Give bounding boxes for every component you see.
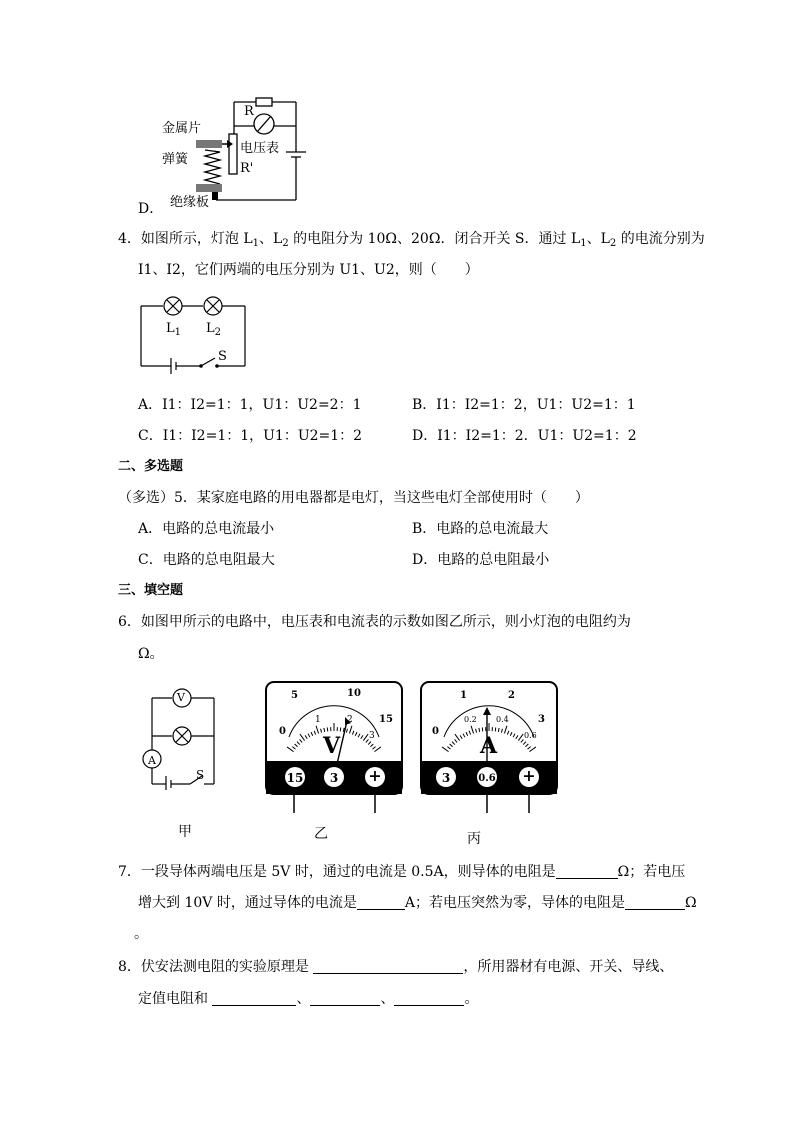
caption-yi: 乙 [314, 826, 328, 842]
voltmeter-leads [286, 795, 386, 815]
jia-ammeter-symbol: A [148, 754, 156, 767]
scale-tick [340, 727, 341, 731]
section-2-title: 二、多选题 [118, 459, 184, 474]
q3-option-d-label: D． [138, 201, 164, 217]
q8-line2: 定值电阻和 、 、 。 [138, 991, 479, 1007]
q4-label-switch: S [218, 349, 227, 364]
a-scale-big-3: 3 [538, 714, 545, 725]
v-scale-big-15: 15 [379, 714, 393, 725]
q4-option-c[interactable]: C．I1：I2=1：1，U1：U2=1：2 [138, 428, 363, 444]
caption-jia: 甲 [178, 824, 192, 840]
q8-blank-principle[interactable] [313, 959, 463, 974]
voltmeter-dial-yi [265, 681, 403, 795]
q4-label-l1: $L_1$ [166, 321, 182, 338]
caption-bing: 丙 [467, 831, 481, 847]
label-metal-plate: 金属片 [162, 121, 202, 136]
q4-label-l2: $L_2$ [206, 321, 222, 338]
q7-blank-2[interactable] [357, 895, 405, 910]
q8-line1: 8．伏安法测电阻的实验原理是 ，所用器材有电源、开关、导线、 [118, 959, 674, 975]
q5-stem: （多选）5．某家庭电路的用电器都是电灯，当这些电灯全部使用时（ ） [118, 490, 589, 506]
q6-stem-line2: Ω。 [138, 646, 164, 662]
v-terminal-3: 3 [329, 771, 339, 785]
v-scale-small-1: 1 [315, 715, 321, 725]
q5-option-b[interactable]: B．电路的总电流最大 [412, 521, 549, 537]
jia-voltmeter-symbol: V [177, 691, 185, 704]
v-scale-big-5: 5 [291, 690, 298, 701]
a-scale-big-0: 0 [432, 726, 439, 737]
q4-stem-line1: 4．如图所示，灯泡 $L_1$、$L_2$ 的电阻分为 10Ω、20Ω．闭合开关 S．通过 $L_1$、$L_2$ 的电流分别为 [118, 231, 705, 249]
q7-blank-3[interactable] [625, 895, 685, 910]
q4-circuit-figure [135, 292, 255, 374]
insulation-board [196, 184, 222, 192]
voltmeter-symbol-v: V [323, 733, 341, 759]
jia-switch-label: S [196, 768, 205, 782]
v-terminal-plus: + [368, 766, 382, 785]
label-spring: 弹簧 [162, 152, 189, 167]
q6-stem-line1: 6．如图甲所示的电路中，电压表和电流表的示数如图乙所示，则小灯泡的电阻约为 [118, 614, 631, 630]
q7-line1: 7．一段导体两端电压是 5V 时，通过的电流是 0.5A，则导体的电阻是 Ω；若电压 [118, 864, 686, 880]
ammeter-symbol-a: A [480, 733, 498, 759]
a-terminal-0-6: 0.6 [478, 773, 496, 784]
q3-d-circuit-figure [130, 90, 320, 215]
v-terminal-15: 15 [286, 771, 304, 785]
q4-option-d[interactable]: D．I1：I2=1：2．U1：U2=1：2 [412, 428, 637, 444]
scale-tick [327, 727, 328, 731]
section-3-title: 三、填空题 [118, 583, 184, 598]
q4-option-b[interactable]: B．I1：I2=1：2，U1：U2=1：1 [412, 397, 636, 413]
v-scale-big-10: 10 [347, 688, 361, 699]
label-insulation-board: 绝缘板 [170, 195, 210, 210]
a-scale-small-0-4: 0.4 [496, 715, 509, 724]
label-voltmeter: 电压表 [240, 141, 280, 156]
a-terminal-3: 3 [441, 771, 451, 785]
label-rheostat-r-prime: R' [240, 161, 254, 176]
q8-blank-1[interactable] [212, 991, 296, 1006]
v-scale-small-2: 2 [347, 715, 353, 725]
ammeter-dial-bing [420, 681, 558, 795]
a-scale-big-2: 2 [508, 690, 515, 701]
q5-option-d[interactable]: D．电路的总电阻最小 [412, 552, 550, 568]
label-resistor-r: R [244, 104, 254, 119]
q5-option-a[interactable]: A．电路的总电流最小 [138, 521, 275, 537]
ammeter-leads [480, 795, 540, 815]
a-terminal-plus: + [522, 766, 536, 785]
q8-blank-3[interactable] [394, 991, 464, 1006]
scale-tick [482, 727, 483, 731]
q7-blank-1[interactable] [556, 864, 618, 879]
metal-plate [196, 140, 222, 148]
a-scale-big-1: 1 [460, 690, 467, 701]
v-scale-small-3: 3 [369, 731, 375, 741]
q5-option-c[interactable]: C．电路的总电阻最大 [138, 552, 275, 568]
q8-blank-2[interactable] [310, 991, 380, 1006]
q7-line2: 增大到 10V 时，通过导体的电流是 A；若电压突然为零，导体的电阻是 Ω [138, 895, 697, 911]
q7-line3: 。 [134, 926, 148, 942]
a-scale-small-0-6: 0.6 [524, 731, 537, 740]
q4-option-a[interactable]: A．I1：I2=1：1，U1：U2=2：1 [138, 397, 362, 413]
a-scale-small-0-2: 0.2 [464, 715, 477, 724]
v-scale-big-0: 0 [279, 726, 286, 737]
q4-stem-line2: I1、I2，它们两端的电压分别为 U1、U2，则（ ） [138, 262, 479, 278]
